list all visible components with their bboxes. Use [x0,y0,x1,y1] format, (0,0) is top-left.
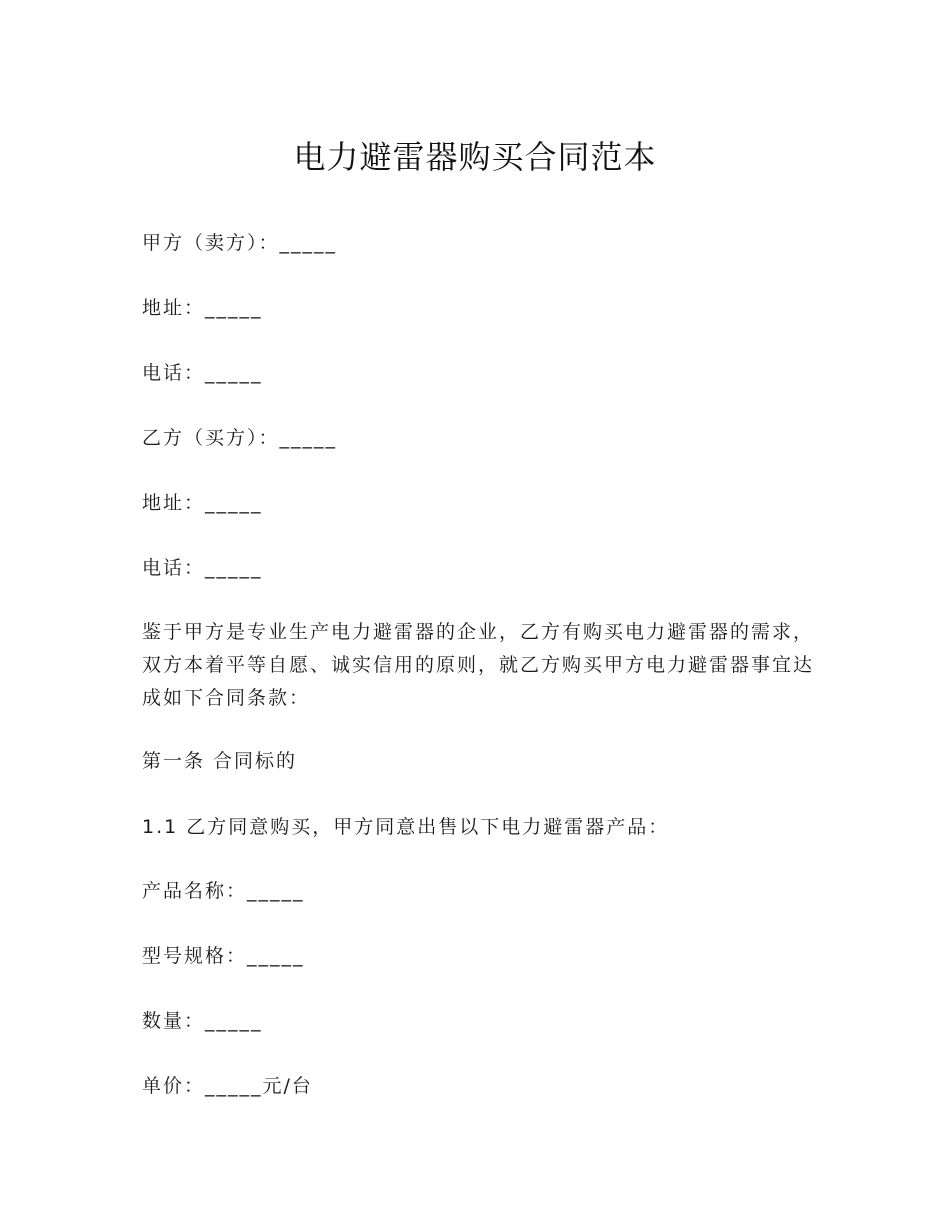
product-name-line: 产品名称：_____ [142,880,305,902]
party-a-line: 甲方（卖方）：_____ [142,232,338,254]
party-a-phone-line: 电话：_____ [142,362,263,384]
party-b-address-line: 地址：_____ [142,492,263,514]
party-b-line: 乙方（买方）：_____ [142,427,338,449]
article-1-heading: 第一条 合同标的 [142,750,298,772]
model-spec-line: 型号规格：_____ [142,945,305,967]
quantity-line: 数量：_____ [142,1010,263,1032]
unit-price-line: 单价：_____元/台 [142,1075,313,1097]
document-title: 电力避雷器购买合同范本 [293,138,657,176]
party-a-address-line: 地址：_____ [142,297,263,319]
party-b-phone-line: 电话：_____ [142,557,263,579]
clause-1-1: 1.1 乙方同意购买，甲方同意出售以下电力避雷器产品： [142,816,670,838]
preamble-paragraph: 鉴于甲方是专业生产电力避雷器的企业，乙方有购买电力避雷器的需求，双方本着平等自愿、诚实信用的原则，就乙方购买甲方电力避雷器事宜达成如下合同条款： [142,621,815,709]
